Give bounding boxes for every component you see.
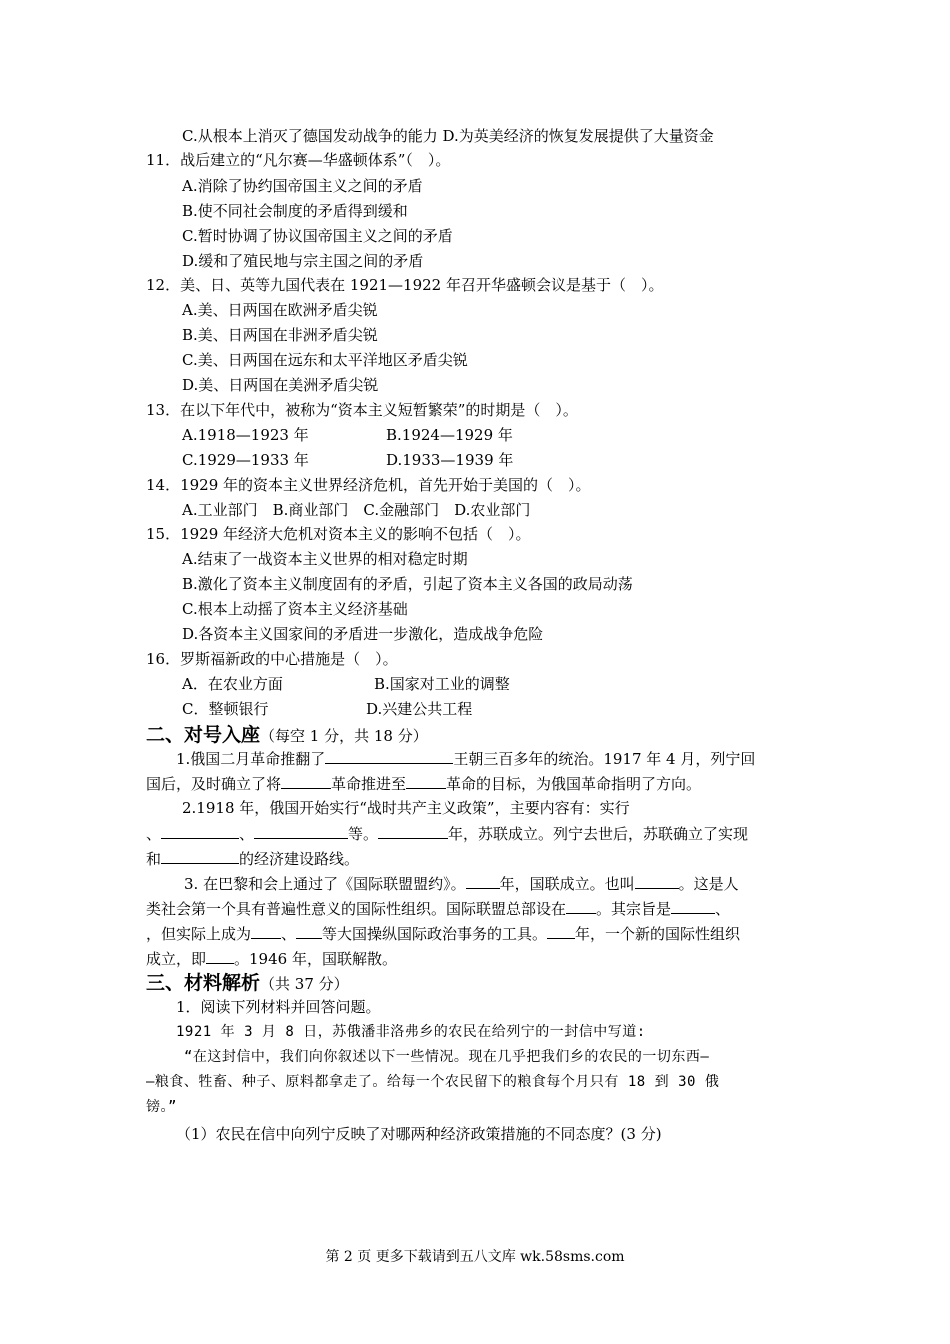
q13-stem: 13．在以下年代中，被称为“资本主义短暂繁荣”的时期是（ ）。	[146, 401, 578, 419]
s2-p2-line3	[146, 847, 359, 869]
q11-option-b: B.使不同社会制度的矛盾得到缓和	[182, 202, 408, 220]
q15-option-c: C.根本上动摇了资本主义经济基础	[182, 600, 408, 618]
section3-score: （共 37 分）	[260, 975, 349, 993]
q12-option-b: B.美、日两国在非洲矛盾尖锐	[182, 326, 378, 344]
q11-option-c: C.暂时协调了协议国帝国主义之间的矛盾	[182, 227, 453, 245]
s2-p3-line1	[184, 872, 739, 894]
fill-blank[interactable]	[254, 822, 348, 839]
s2-p3-text: 、	[281, 925, 297, 943]
q13-option-c: C.1929—1933 年	[182, 451, 309, 469]
q15-option-d: D.各资本主义国家间的矛盾进一步激化，造成战争危险	[182, 625, 544, 643]
s2-p2-line1: 2.1918 年，俄国开始实行“战时共产主义政策”，主要内容有：实行	[182, 799, 630, 817]
section3-heading	[146, 970, 349, 996]
q16-option-a: A．在农业方面	[182, 675, 283, 693]
s2-p1-line1	[176, 747, 755, 769]
q12-option-a: A.美、日两国在欧洲矛盾尖锐	[182, 301, 378, 319]
s3-material-line2: “在这封信中，我们向你叙述以下一些情况。现在几乎把我们乡的农民的一切东西—	[184, 1049, 710, 1065]
s2-p3-text: 年，国联成立。也叫	[499, 875, 635, 893]
s2-p3-text: 成立，即	[146, 950, 207, 968]
fill-blank[interactable]	[406, 772, 446, 789]
q13-option-d: D.1933—1939 年	[386, 451, 514, 469]
fill-blank[interactable]	[161, 822, 239, 839]
q16-option-c: C．整顿银行	[182, 700, 269, 718]
q16-stem: 16．罗斯福新政的中心措施是（ ）。	[146, 650, 398, 668]
section2-heading	[146, 722, 428, 748]
s2-p1-text: 革命推进至	[331, 775, 407, 793]
s2-p2-text: 、	[239, 825, 255, 843]
s3-material-line1: 1921 年 3 月 8 日，苏俄潘非洛弗乡的农民在给列宁的一封信中写道:	[176, 1024, 646, 1040]
s2-p2-line2	[146, 822, 748, 844]
s2-p3-text: 等大国操纵国际政治事务的工具。	[322, 925, 548, 943]
q13-option-b: B.1924—1929 年	[386, 426, 513, 444]
q15-option-b: B.激化了资本主义制度固有的矛盾，引起了资本主义各国的政局动荡	[182, 575, 633, 593]
s2-p1-text: 王朝三百多年的统治。1917 年 4 月，列宁回	[453, 750, 756, 768]
s2-p3-line4	[146, 947, 397, 969]
s2-p1-text: 革命的目标，为俄国革命指明了方向。	[446, 775, 702, 793]
q10-options-cd: C.从根本上消灭了德国发动战争的能力 D.为英美经济的恢复发展提供了大量资金	[182, 127, 714, 145]
s2-p2-text: 的经济建设路线。	[239, 850, 360, 868]
s2-p3-text: 。1946 年，国联解散。	[234, 950, 397, 968]
q14-options: A.工业部门 B.商业部门 C.金融部门 D.农业部门	[182, 501, 531, 519]
fill-blank[interactable]	[635, 872, 679, 889]
s2-p2-text: 年，苏联成立。列宁去世后，苏联确立了实现	[448, 825, 749, 843]
fill-blank[interactable]	[671, 897, 715, 914]
s2-p2-text: 、	[146, 825, 162, 843]
section3-title: 三、材料解析	[146, 972, 261, 994]
q14-stem: 14．1929 年的资本主义世界经济危机，首先开始于美国的（ ）。	[146, 476, 591, 494]
s2-p3-text: 。其宗旨是	[596, 900, 672, 918]
s2-p3-text: ，但实际上成为	[146, 925, 252, 943]
fill-blank[interactable]	[566, 897, 596, 914]
q12-option-d: D.美、日两国在美洲矛盾尖锐	[182, 376, 379, 394]
fill-blank[interactable]	[325, 747, 453, 764]
s2-p2-text: 和	[146, 850, 162, 868]
fill-blank[interactable]	[251, 922, 281, 939]
fill-blank[interactable]	[547, 922, 575, 939]
section2-score: （每空 1 分，共 18 分）	[260, 727, 428, 745]
q11-option-d: D.缓和了殖民地与宗主国之间的矛盾	[182, 252, 424, 270]
q15-option-a: A.结束了一战资本主义世界的相对稳定时期	[182, 550, 468, 568]
q15-stem: 15．1929 年经济大危机对资本主义的影响不包括（ ）。	[146, 525, 531, 543]
q16-option-b: B.国家对工业的调整	[374, 675, 510, 693]
page-footer: 第 2 页 更多下载请到五八文库 wk.58sms.com	[325, 1249, 625, 1265]
fill-blank[interactable]	[161, 847, 239, 864]
fill-blank[interactable]	[378, 822, 448, 839]
s3-intro: 1．阅读下列材料并回答问题。	[176, 998, 381, 1016]
fill-blank[interactable]	[296, 922, 322, 939]
s2-p2-text: 等。	[348, 825, 379, 843]
s2-p1-line2	[146, 772, 701, 794]
fill-blank[interactable]	[281, 772, 331, 789]
q13-option-a: A.1918—1923 年	[182, 426, 309, 444]
s2-p3-text: 年，一个新的国际性组织	[575, 925, 741, 943]
s2-p1-text: 1.俄国二月革命推翻了	[176, 750, 326, 768]
s3-material-line4: 镑。”	[146, 1099, 177, 1115]
section2-title: 二、对号入座	[146, 724, 261, 746]
s2-p1-text: 国后，及时确立了将	[146, 775, 282, 793]
s3-question1: （1）农民在信中向列宁反映了对哪两种经济政策措施的不同态度？(3 分)	[176, 1125, 662, 1143]
fill-blank[interactable]	[206, 947, 234, 964]
s2-p3-text: 、	[715, 900, 731, 918]
s3-material-line3: —粮食、牲畜、种子、原料都拿走了。给每一个农民留下的粮食每个月只有 18 到 30 俄	[146, 1074, 720, 1090]
q11-stem: 11．战后建立的“凡尔赛—华盛顿体系”（ ）。	[146, 151, 451, 169]
q12-option-c: C.美、日两国在远东和太平洋地区矛盾尖锐	[182, 351, 468, 369]
s2-p3-line2	[146, 897, 730, 919]
s2-p3-text: 3. 在巴黎和会上通过了《国际联盟盟约》。	[184, 875, 466, 893]
q16-option-d: D.兴建公共工程	[366, 700, 473, 718]
fill-blank[interactable]	[466, 872, 500, 889]
q12-stem: 12．美、日、英等九国代表在 1921—1922 年召开华盛顿会议是基于（ ）。	[146, 276, 664, 294]
s2-p3-text: 。这是人	[678, 875, 739, 893]
s2-p3-text: 类社会第一个具有普遍性意义的国际性组织。国际联盟总部设在	[146, 900, 567, 918]
s2-p3-line3	[146, 922, 740, 944]
q11-option-a: A.消除了协约国帝国主义之间的矛盾	[182, 177, 423, 195]
